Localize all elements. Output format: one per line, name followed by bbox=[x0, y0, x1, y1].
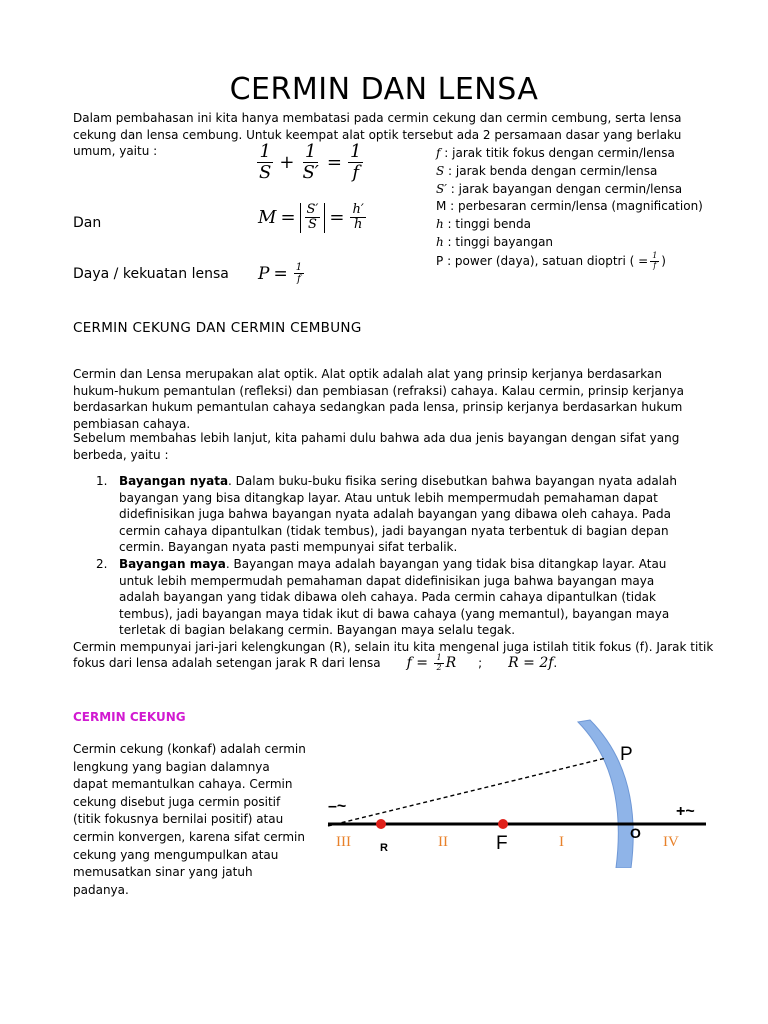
paragraph-image-types: Sebelum membahas lebih lanjut, kita pahami dulu bahwa ada dua jenis bayangan dengan sifat yang berbeda, yaitu : bbox=[73, 431, 680, 462]
label-o: O bbox=[630, 825, 641, 841]
legend-item: M : perbesaran cermin/lensa (magnification) bbox=[436, 199, 703, 214]
lens-formula: $\frac{1}{S}$ + $\frac{1}{S'}$ = $\frac{1}{f}$ bbox=[259, 141, 362, 183]
image-types-list bbox=[73, 473, 697, 639]
label-r: R bbox=[380, 842, 388, 854]
paragraph-focus-line1: Cermin mempunyai jari-jari kelengkungan (R), selain itu kita mengenal juga istilah titik fokus (f). Jarak titik bbox=[73, 640, 714, 654]
paragraph-optics: Cermin dan Lensa merupakan alat optik. Alat optik adalah alat yang prinsip kerjanya berdasarkan hukum-hukum pemantulan (refleksi) dan pembiasan (refraksi) cahaya. Kalau cermin, prinsip kerjanya berdasarkan hukum pemantulan cahaya sedangkan pada lensa, prinsip kerjanya berdasarkan hukum pembiasan cahaya. bbox=[73, 367, 684, 431]
page-title: CERMIN DAN LENSA bbox=[229, 72, 539, 107]
section-heading-mirrors: CERMIN CEKUNG DAN CERMIN CEMBUNG bbox=[73, 320, 362, 336]
paragraph-concave: Cermin cekung (konkaf) adalah cermin lengkung yang bagian dalamnya dapat memantulkan cahaya. Cermin cekung disebut juga cermin positif (titik fokusnya bernilai positif) atau cermin konvergen, karena sifat cermin cekung yang mengumpulkan atau memusatkan sinar yang jatuh padanya. bbox=[73, 742, 306, 897]
legend-item: h : tinggi bayangan bbox=[436, 234, 554, 249]
daya-label: Daya / kekuatan lensa bbox=[73, 266, 229, 282]
region-label-iv: IV bbox=[663, 834, 679, 850]
point-f bbox=[498, 819, 508, 829]
point-r bbox=[376, 819, 386, 829]
concave-mirror bbox=[578, 720, 633, 868]
paragraph-focus-line2: fokus dari lensa adalah setengan jarak R dari lensa f = $\frac{1}{2}$ R ; R = 2f . bbox=[73, 653, 558, 672]
focus-formula-a: f = $\frac{1}{2}$ R bbox=[406, 653, 457, 672]
legend-item: P : power (daya), satuan dioptri ( = $\frac{1}{f}$ ) bbox=[436, 250, 666, 270]
legend-item: S : jarak benda dengan cermin/lensa bbox=[436, 163, 658, 178]
intro-paragraph: Dalam pembahasan ini kita hanya membatasi pada cermin cekung dan cermin cembung, serta lensa cekung dan lensa cembung. Untuk keempat alat optik tersebut ada 2 persamaan dasar yang berlaku umum, yaitu : bbox=[73, 111, 682, 159]
label-minus-infinity: –~ bbox=[328, 798, 347, 815]
label-p: P bbox=[620, 744, 633, 765]
focus-formula-b: R = 2f bbox=[508, 655, 554, 672]
legend-item: h : tinggi benda bbox=[436, 217, 532, 232]
label-f: F bbox=[496, 833, 508, 854]
concave-mirror-diagram bbox=[318, 718, 718, 868]
section-heading-concave: CERMIN CEKUNG bbox=[73, 710, 186, 724]
magnification-formula: M = $\frac{S'}{S}$ = $\frac{h'}{h}$ bbox=[258, 202, 364, 233]
list-item: 1. Bayangan nyata. Dalam buku-buku fisika sering disebutkan bahwa bayangan nyata adalah bayangan yang bisa ditangkap layar. Atau untuk lebih mempermudah pemahaman dapat didefinisikan juga bahwa bayangan nyata adalah bayangan yang dibawa oleh cahaya. Pada cermin cahaya dipantulkan (tidak tembus), jadi bayangan nyata terbentuk di bagian depan cermin. Bayangan nyata pasti mempunyai sifat terbalik. bbox=[96, 474, 677, 555]
list-item: 2. Bayangan maya. Bayangan maya adalah bayangan yang tidak bisa ditangkap layar. Atau untuk lebih mempermudah pemahaman dapat didefinisikan juga bahwa bayangan maya adalah bayangan yang tidak dibawa oleh cahaya. Pada cermin cahaya dipantulkan (tidak tembus), jadi bayangan maya tidak ikut di bawa cahaya (yang memantul), bayangan maya terletak di bagian belakang cermin. Bayangan maya selalu tegak. bbox=[96, 556, 670, 638]
dan-label: Dan bbox=[73, 215, 102, 231]
legend-item: f : jarak titik fokus dengan cermin/lensa bbox=[436, 146, 675, 160]
region-label-i: I bbox=[559, 834, 564, 850]
dashed-ray bbox=[328, 758, 606, 826]
region-label-ii: II bbox=[438, 834, 448, 850]
label-plus-infinity: +~ bbox=[676, 803, 695, 820]
symbol-legend bbox=[436, 145, 703, 270]
legend-item: S′ : jarak bayangan dengan cermin/lensa bbox=[436, 181, 683, 196]
power-formula: P = $\frac{1}{f}$ bbox=[258, 262, 303, 285]
region-label-iii: III bbox=[336, 834, 351, 850]
